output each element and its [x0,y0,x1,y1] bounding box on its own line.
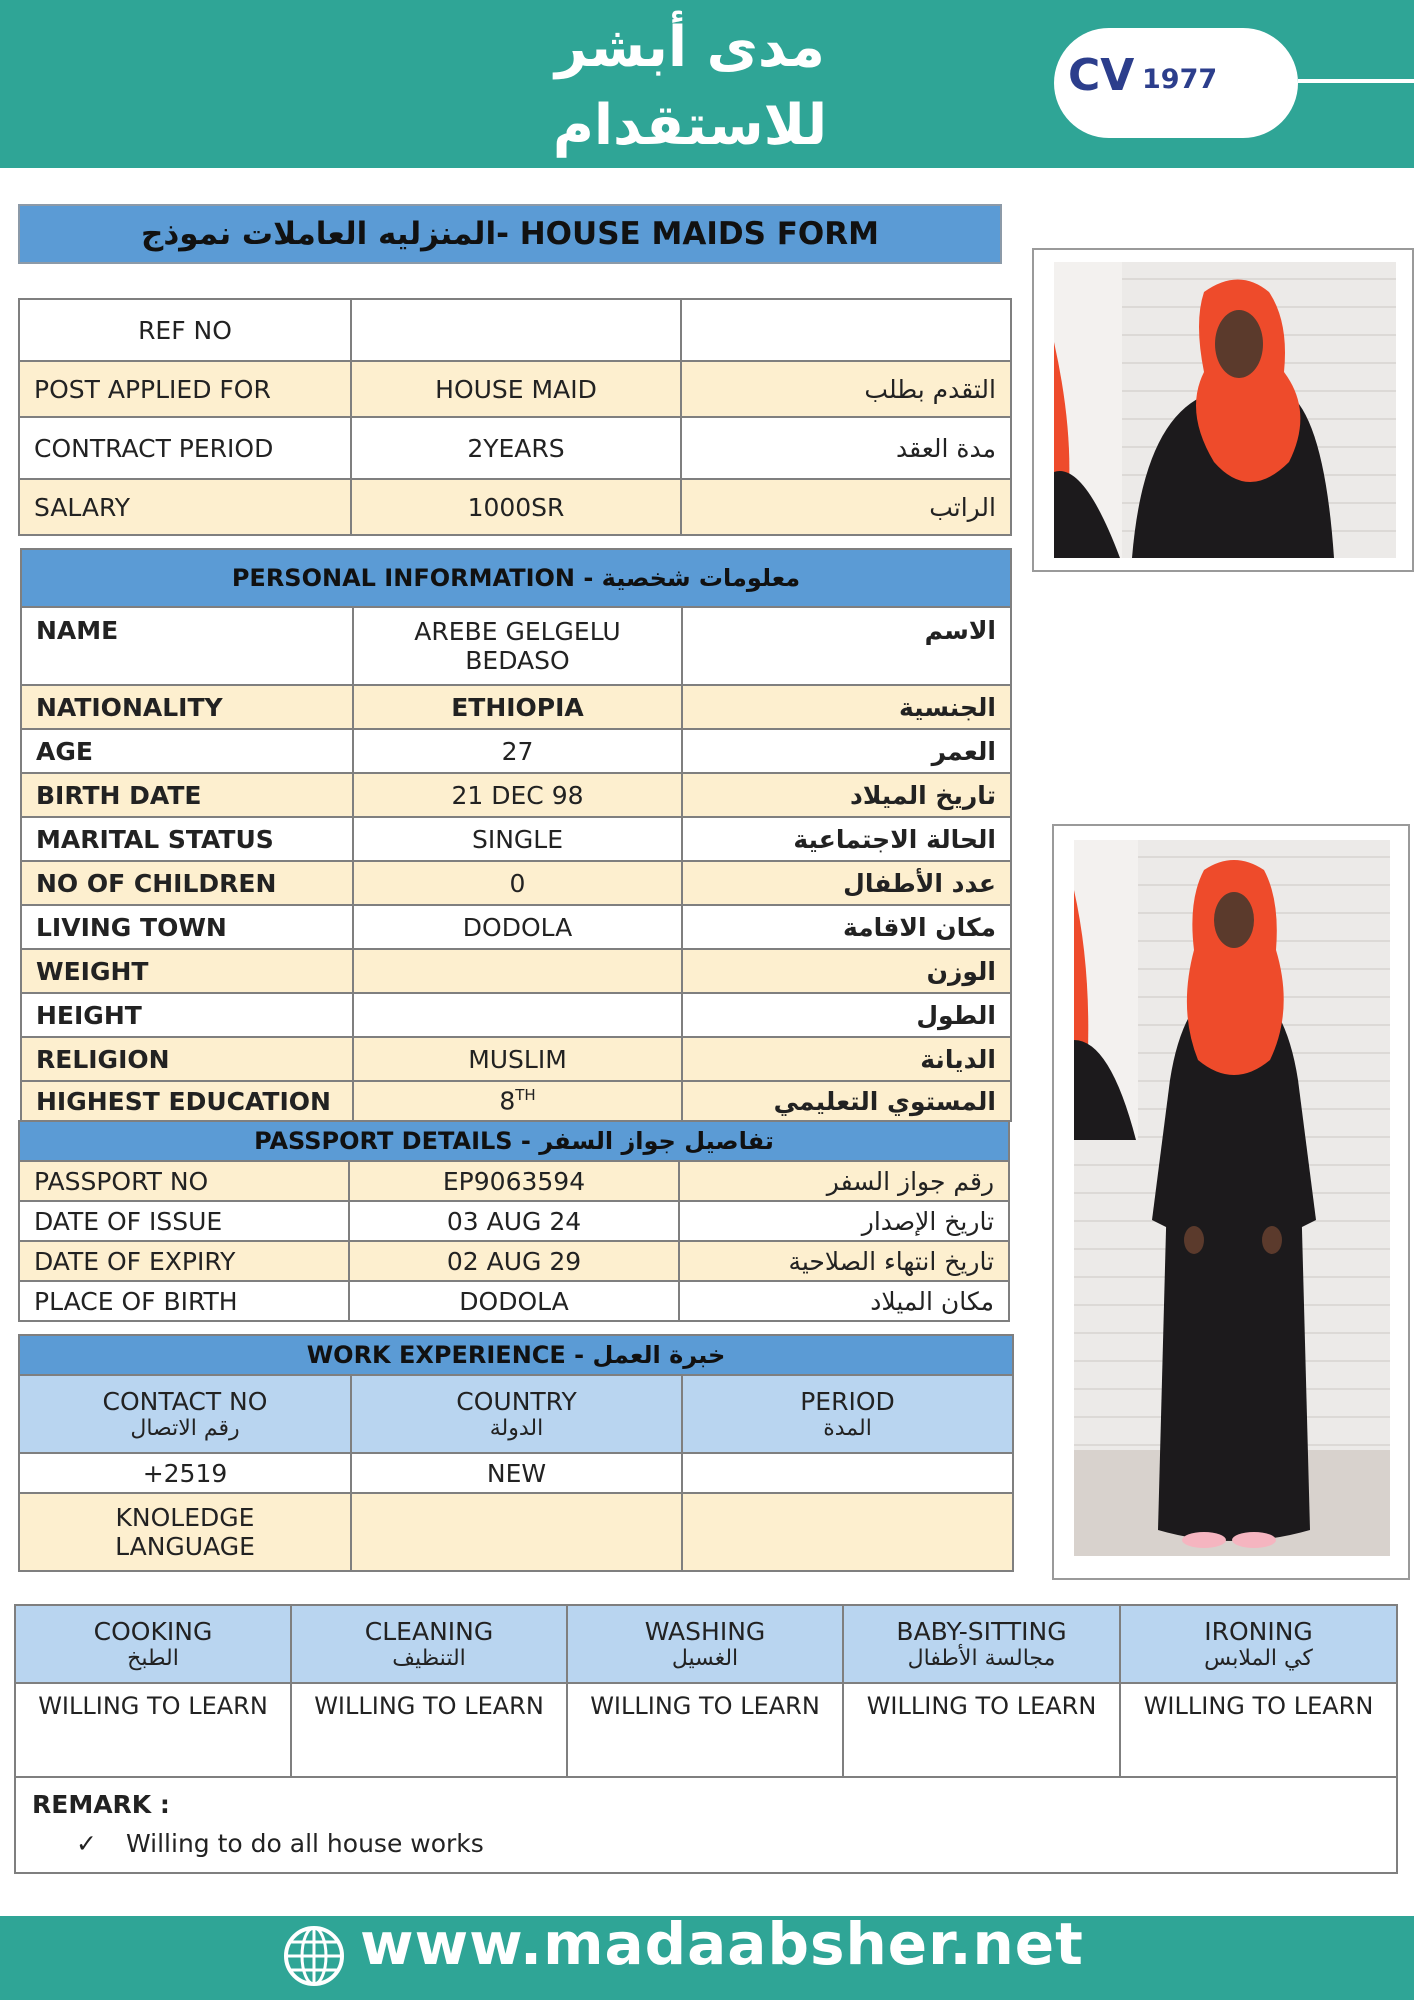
skill-name-ar: كي الملابس [1204,1646,1313,1671]
work-header-en: PERIOD [800,1387,895,1416]
passport-arabic-label: مكان الميلاد [679,1281,1009,1321]
personal-label: NAME [21,607,353,685]
job-label: SALARY [19,479,351,535]
table-row [19,361,1011,417]
table-row [21,861,1011,905]
personal-arabic-label: العمر [682,729,1011,773]
passport-heading: PASSPORT DETAILS - تفاصيل جواز السفر [19,1121,1009,1161]
website-link[interactable]: www.madaabsher.net [360,1910,1084,1978]
skill-level: WILLING TO LEARN [291,1683,567,1777]
check-icon: ✓ [76,1829,97,1858]
job-label: CONTRACT PERIOD [19,417,351,479]
work-header-ar: المدة [823,1416,872,1441]
work-experience-table [18,1334,1014,1572]
work-header-ar: الدولة [489,1416,544,1441]
work-header-en: CONTACT NO [102,1387,268,1416]
table-row [15,1605,1397,1683]
job-value: 1000SR [351,479,681,535]
skill-name-en: IRONING [1204,1617,1313,1646]
personal-arabic-label: الاسم [682,607,1011,685]
table-row [19,1493,1013,1571]
table-row [19,1375,1013,1453]
work-header-cell [682,1375,1013,1453]
personal-value: 21 DEC 98 [353,773,682,817]
personal-arabic-label: عدد الأطفال [682,861,1011,905]
job-value: 2YEARS [351,417,681,479]
passport-label: DATE OF EXPIRY [19,1241,349,1281]
full-body-figure-icon [1074,840,1390,1556]
passport-arabic-label: تاريخ الإصدار [679,1201,1009,1241]
personal-arabic-label: مكان الاقامة [682,905,1011,949]
table-row [21,993,1011,1037]
job-value [351,299,681,361]
personal-info-table [20,548,1012,1122]
knowledge-value-1 [351,1493,682,1571]
personal-label: HIGHEST EDUCATION [21,1081,353,1121]
skill-name-ar: مجالسة الأطفال [907,1646,1056,1671]
personal-value: SINGLE [353,817,682,861]
passport-value: 02 AUG 29 [349,1241,679,1281]
personal-label: AGE [21,729,353,773]
remark-cell [15,1777,1397,1873]
knowledge-label-line2: LANGUAGE [115,1532,255,1561]
knowledge-language-label [19,1493,351,1571]
personal-arabic-label: المستوي التعليمي [682,1081,1011,1121]
work-header-cell [19,1375,351,1453]
table-row [19,1161,1009,1201]
table-row [19,417,1011,479]
passport-table [18,1120,1010,1322]
personal-info-heading: PERSONAL INFORMATION - معلومات شخصية [21,549,1011,607]
skill-name-en: WASHING [644,1617,766,1646]
skill-level: WILLING TO LEARN [15,1683,291,1777]
personal-label: WEIGHT [21,949,353,993]
skill-name-en: COOKING [93,1617,213,1646]
remark-row [15,1777,1397,1873]
table-row [19,299,1011,361]
table-row [21,949,1011,993]
skill-header [567,1605,843,1683]
passport-arabic-label: رقم جواز السفر [679,1161,1009,1201]
personal-arabic-label: الحالة الاجتماعية [682,817,1011,861]
job-label: POST APPLIED FOR [19,361,351,417]
remark-text: Willing to do all house works [126,1829,484,1858]
table-row [21,729,1011,773]
table-row [15,1683,1397,1777]
personal-label: LIVING TOWN [21,905,353,949]
remark-item [32,1829,1380,1858]
skill-header [1120,1605,1397,1683]
portrait-photo [1054,262,1396,558]
globe-icon [282,1924,346,1988]
skill-name-en: CLEANING [364,1617,494,1646]
personal-value: ETHIOPIA [353,685,682,729]
personal-arabic-label: تاريخ الميلاد [682,773,1011,817]
work-period [682,1453,1013,1493]
skill-name-ar: التنظيف [392,1646,466,1671]
table-row [19,1201,1009,1241]
table-row [21,773,1011,817]
passport-label: DATE OF ISSUE [19,1201,349,1241]
remark-label: REMARK : [32,1790,170,1819]
skill-header [843,1605,1120,1683]
job-table [18,298,1012,536]
job-arabic-label: مدة العقد [681,417,1011,479]
work-experience-heading: WORK EXPERIENCE - خبرة العمل [19,1335,1013,1375]
knowledge-value-2 [682,1493,1013,1571]
personal-label: NATIONALITY [21,685,353,729]
education-value: 8 [499,1086,516,1116]
passport-value: EP9063594 [349,1161,679,1201]
personal-value: DODOLA [353,905,682,949]
personal-label: BIRTH DATE [21,773,353,817]
job-label: REF NO [19,299,351,361]
header-divider [1298,79,1414,83]
brand-name-line2: للاستقدام [552,93,828,158]
skill-level: WILLING TO LEARN [567,1683,843,1777]
brand-name-line1: مدى أبشر [555,15,825,80]
passport-label: PLACE OF BIRTH [19,1281,349,1321]
personal-arabic-label: الطول [682,993,1011,1037]
personal-value: 27 [353,729,682,773]
work-header-en: COUNTRY [456,1387,577,1416]
work-contact: +2519 [19,1453,351,1493]
passport-value: 03 AUG 24 [349,1201,679,1241]
personal-value: 0 [353,861,682,905]
skill-level: WILLING TO LEARN [1120,1683,1397,1777]
table-row [21,685,1011,729]
table-row [21,817,1011,861]
table-row [19,479,1011,535]
personal-label: HEIGHT [21,993,353,1037]
personal-value [353,949,682,993]
table-row [21,1037,1011,1081]
job-arabic-label [681,299,1011,361]
passport-value: DODOLA [349,1281,679,1321]
personal-label: NO OF CHILDREN [21,861,353,905]
job-value: HOUSE MAID [351,361,681,417]
skill-header [15,1605,291,1683]
passport-arabic-label: تاريخ انتهاء الصلاحية [679,1241,1009,1281]
portrait-figure-icon [1054,262,1396,558]
personal-label: RELIGION [21,1037,353,1081]
personal-label: MARITAL STATUS [21,817,353,861]
table-row [21,1081,1011,1121]
cv-number: 1977 [1142,64,1218,95]
personal-value: AREBE GELGELU BEDASO [353,607,682,685]
personal-value [353,993,682,1037]
work-header-ar: رقم الاتصال [130,1416,240,1441]
job-arabic-label: الراتب [681,479,1011,535]
table-row [19,1241,1009,1281]
photo-frame-portrait [1032,248,1414,572]
personal-arabic-label: الديانة [682,1037,1011,1081]
table-row [19,1453,1013,1493]
skill-name-ar: الغسيل [671,1646,739,1671]
table-row [19,1281,1009,1321]
form-title: المنزليه العاملات نموذج- HOUSE MAIDS FORM [18,204,1002,264]
personal-value [353,1081,682,1121]
education-suffix: TH [515,1086,536,1105]
cv-prefix: CV [1068,50,1135,101]
skill-header [291,1605,567,1683]
table-row [21,905,1011,949]
skill-level: WILLING TO LEARN [843,1683,1120,1777]
personal-arabic-label: الجنسية [682,685,1011,729]
personal-arabic-label: الوزن [682,949,1011,993]
skill-name-ar: الطبخ [127,1646,179,1671]
photo-frame-full-body [1052,824,1410,1580]
passport-label: PASSPORT NO [19,1161,349,1201]
skills-table [14,1604,1398,1874]
work-header-cell [351,1375,682,1453]
full-body-photo [1074,840,1390,1556]
knowledge-label-line1: KNOLEDGE [115,1503,255,1532]
job-arabic-label: التقدم بطلب [681,361,1011,417]
work-country: NEW [351,1453,682,1493]
table-row [21,607,1011,685]
personal-value: MUSLIM [353,1037,682,1081]
skill-name-en: BABY-SITTING [896,1617,1067,1646]
